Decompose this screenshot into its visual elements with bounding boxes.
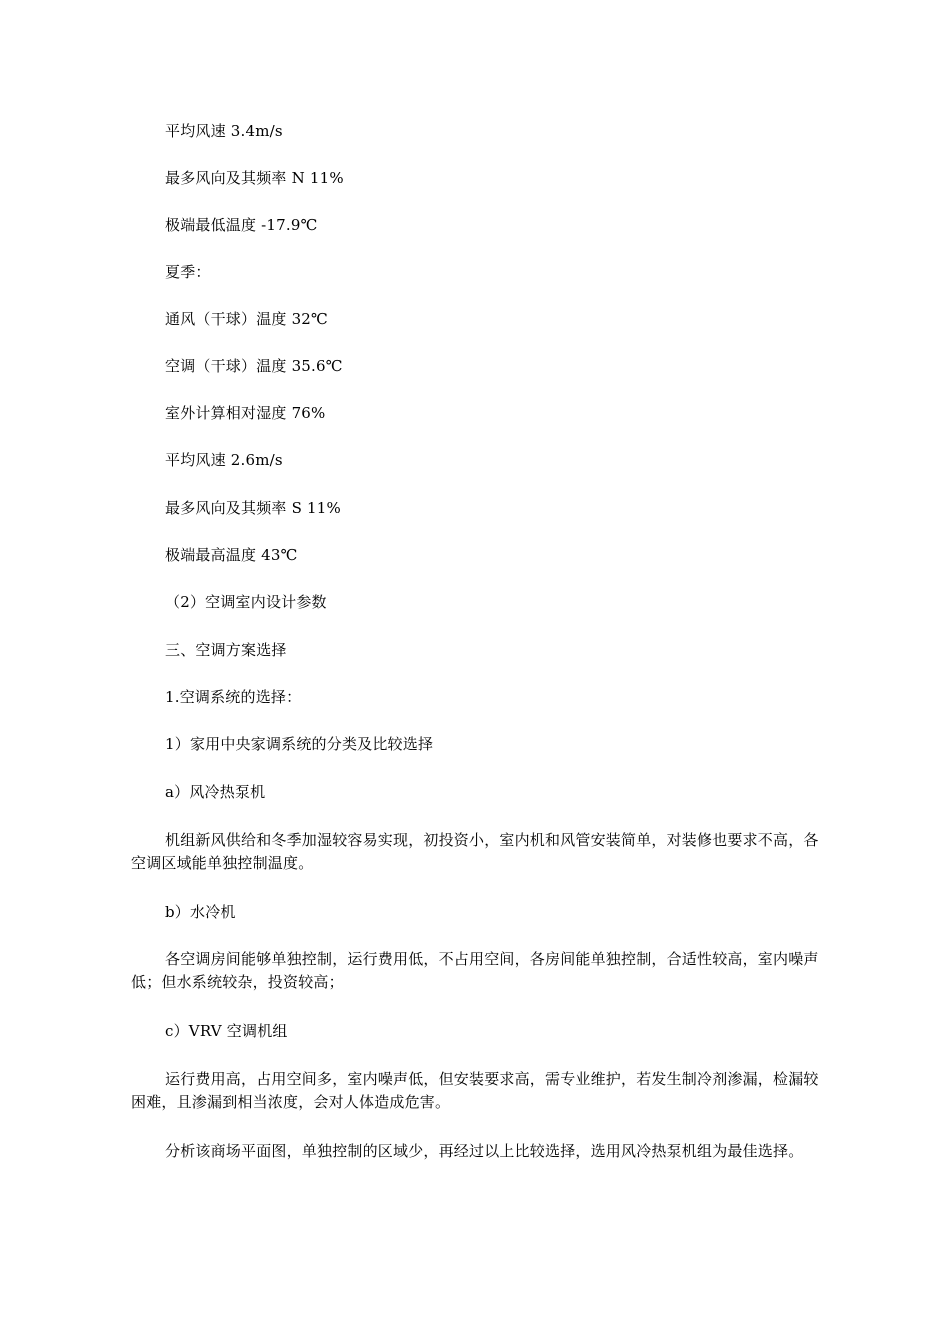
text-line-avg-wind-summer: 平均风速 2.6m/s xyxy=(165,451,283,469)
text-line-ac-temp: 空调（干球）温度 35.6℃ xyxy=(165,357,343,375)
paragraph-water-cooled: 各空调房间能够单独控制，运行费用低，不占用空间，各房间能单独控制，合适性较高，室内噪声低；但水系统较杂，投资较高； xyxy=(131,950,819,991)
text-line-max-temp: 极端最高温度 43℃ xyxy=(165,546,298,564)
section-heading-ac-scheme: 三、空调方案选择 xyxy=(165,641,287,659)
subheading-air-cooled: a）风冷热泵机 xyxy=(165,783,266,801)
text-line-summer-heading: 夏季： xyxy=(165,263,211,281)
text-line-min-temp: 极端最低温度 -17.9℃ xyxy=(165,216,318,234)
section-heading-indoor-params: （2）空调室内设计参数 xyxy=(165,593,327,611)
text-line-ventilation-temp: 通风（干球）温度 32℃ xyxy=(165,310,329,328)
paragraph-conclusion: 分析该商场平面图，单独控制的区域少，再经过以上比较选择，选用风冷热泵机组为最佳选择。 xyxy=(165,1142,804,1160)
paragraph-vrv: 运行费用高，占用空间多，室内噪声低，但安装要求高，需专业维护，若发生制冷剂渗漏，检漏较困难，且渗漏到相当浓度，会对人体造成危害。 xyxy=(131,1070,819,1111)
text-line-wind-direction-summer: 最多风向及其频率 S 11% xyxy=(165,499,341,517)
text-line-humidity: 室外计算相对湿度 76% xyxy=(165,404,326,422)
text-line-wind-direction-winter: 最多风向及其频率 N 11% xyxy=(165,169,344,187)
subheading-vrv: c）VRV 空调机组 xyxy=(165,1022,288,1040)
text-line-avg-wind-winter: 平均风速 3.4m/s xyxy=(165,122,283,140)
subheading-water-cooled: b）水冷机 xyxy=(165,903,236,921)
section-heading-system-choice: 1.空调系统的选择： xyxy=(165,688,302,706)
section-heading-classification: 1）家用中央家调系统的分类及比较选择 xyxy=(165,735,434,753)
paragraph-air-cooled: 机组新风供给和冬季加湿较容易实现，初投资小，室内机和风管安装简单，对装修也要求不高，各空调区域能单独控制温度。 xyxy=(131,831,819,872)
